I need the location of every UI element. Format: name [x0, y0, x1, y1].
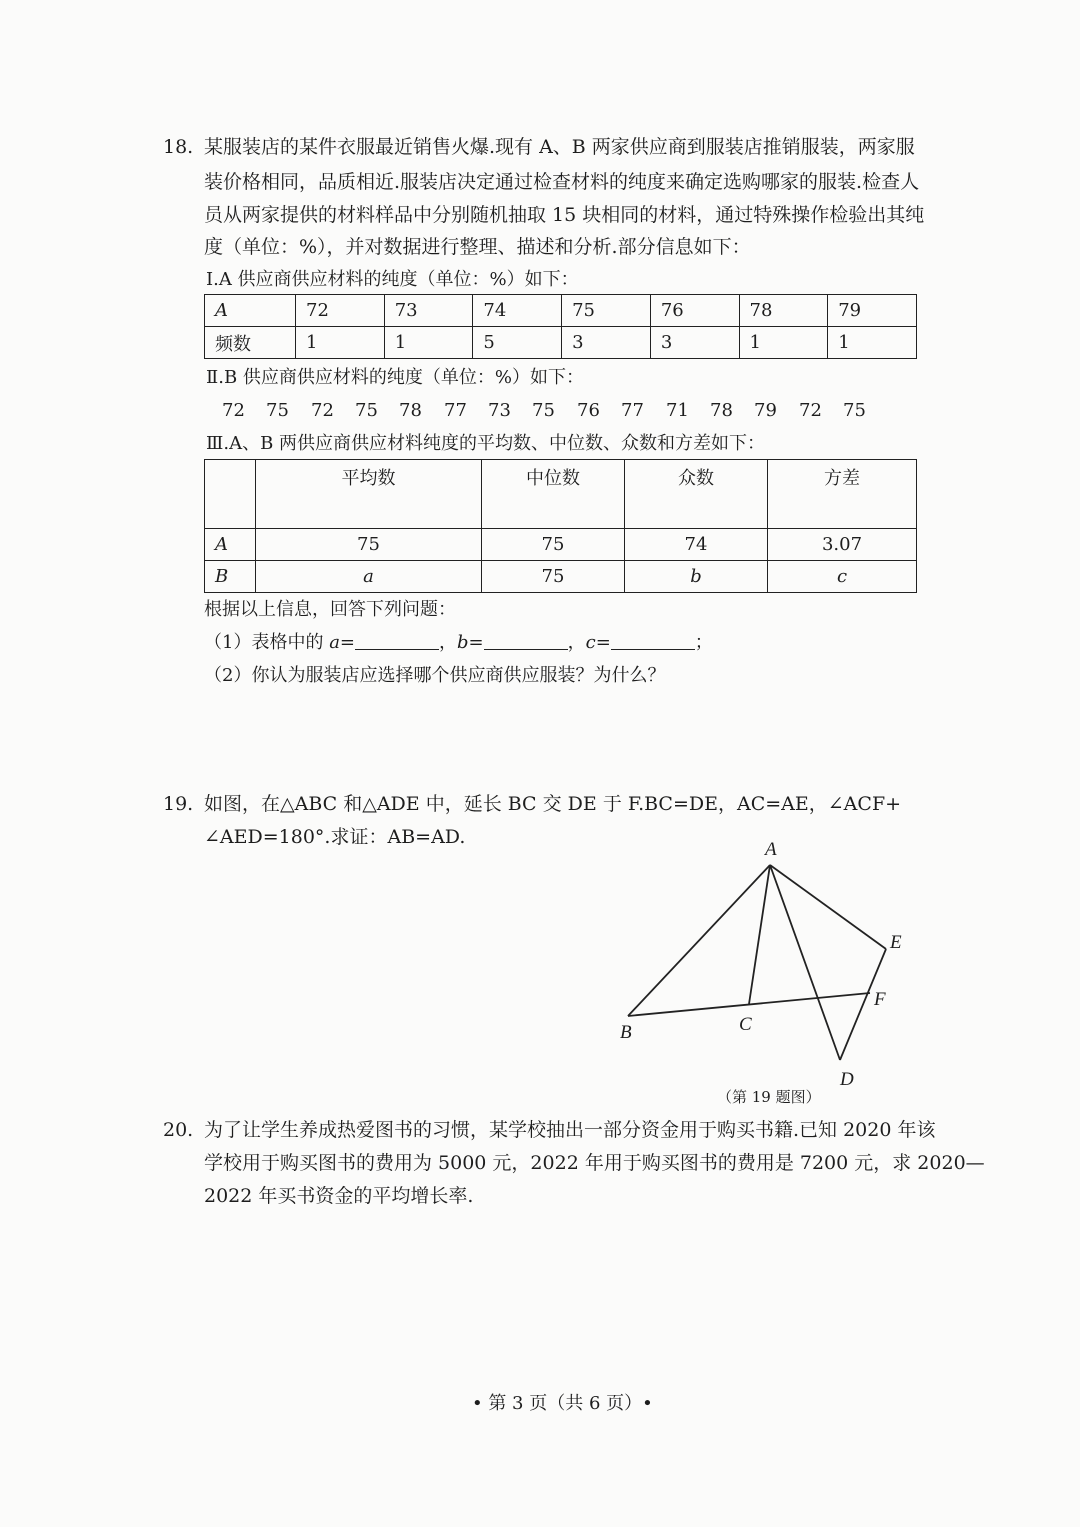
sub1-sep: ，	[567, 632, 586, 653]
b-value: 75	[532, 400, 555, 421]
q19-line-1: 如图，在△ABC 和△ADE 中，延长 BC 交 DE 于 F.BC=DE，AC=AE，∠ACF+	[204, 793, 902, 815]
sub1-a-label: a=	[329, 632, 356, 653]
table-row	[205, 561, 917, 593]
table-row	[205, 327, 917, 359]
b-value: 72	[799, 400, 822, 421]
q19-number: 19.	[163, 793, 194, 815]
table-cell: 1	[384, 327, 473, 359]
table-cell: A	[205, 529, 256, 561]
segment-bf	[628, 993, 870, 1016]
b-value: 77	[621, 400, 644, 421]
q20-line-1: 为了让学生养成热爱图书的习惯，某学校抽出一部分资金用于购买书籍.已知 2020 年该	[204, 1119, 936, 1141]
supplier-a-frequency-table	[204, 294, 917, 359]
b-value: 76	[577, 400, 600, 421]
table-header-cell: 中位数	[482, 460, 625, 529]
q18-line-3: 员从两家提供的材料样品中分别随机抽取 15 块相同的材料，通过特殊操作检验出其纯	[204, 204, 925, 226]
b-value: 78	[710, 400, 733, 421]
q18-sub2: （2）你认为服装店应选择哪个供应商供应服装？为什么？	[204, 665, 666, 686]
table-cell: 76	[650, 295, 739, 327]
q18-sub1	[204, 629, 713, 657]
segment-ad	[770, 865, 840, 1060]
table-cell: a	[256, 561, 482, 593]
table-cell: 1	[828, 327, 917, 359]
sub1-b-label: b=	[457, 632, 484, 653]
q18-prompt: 根据以上信息，回答下列问题：	[204, 599, 456, 620]
q20-number: 20.	[163, 1119, 194, 1141]
table-row	[205, 529, 917, 561]
table-cell: 1	[296, 327, 385, 359]
b-value: 77	[444, 400, 467, 421]
table-cell: 75	[256, 529, 482, 561]
q18-part1-title: Ⅰ.A 供应商供应材料的纯度（单位：%）如下：	[206, 269, 579, 290]
table-row	[205, 460, 917, 529]
segment-ab	[628, 865, 770, 1016]
segment-ac	[749, 865, 770, 1004]
table-cell: 79	[828, 295, 917, 327]
table-cell: B	[205, 561, 256, 593]
table-header-cell: 方差	[768, 460, 917, 529]
table-header-cell: 众数	[625, 460, 768, 529]
figure-caption: （第 19 题图）	[717, 1088, 821, 1106]
answer-blank-b[interactable]	[484, 631, 568, 650]
table-cell: 78	[739, 295, 828, 327]
b-value: 79	[754, 400, 777, 421]
b-value: 75	[355, 400, 378, 421]
b-value: 75	[843, 400, 866, 421]
table-cell: c	[768, 561, 917, 593]
point-label-c: C	[739, 1014, 752, 1035]
table-cell: 75	[482, 561, 625, 593]
answer-blank-c[interactable]	[611, 631, 695, 650]
b-value: 73	[488, 400, 511, 421]
table-cell: 72	[296, 295, 385, 327]
b-value: 72	[222, 400, 245, 421]
point-label-d: D	[840, 1069, 854, 1090]
q18-part2-title: Ⅱ.B 供应商供应材料的纯度（单位：%）如下：	[206, 367, 585, 388]
point-label-a: A	[765, 839, 777, 860]
sub1-end: ；	[694, 632, 713, 653]
sub1-sep: ，	[439, 632, 458, 653]
q18-line-4: 度（单位：%），并对数据进行整理、描述和分析.部分信息如下：	[204, 236, 751, 258]
segment-ae	[770, 865, 886, 949]
stats-table	[204, 459, 917, 593]
table-cell: 1	[739, 327, 828, 359]
sub1-c-label: c=	[585, 632, 611, 653]
table-cell: 5	[473, 327, 562, 359]
point-label-b: B	[620, 1022, 632, 1043]
table-header-cell	[205, 460, 256, 529]
q19-line-2: ∠AED=180°.求证：AB=AD.	[204, 826, 466, 848]
q20-line-3: 2022 年买书资金的平均增长率.	[204, 1185, 474, 1207]
q20-line-2: 学校用于购买图书的费用为 5000 元，2022 年用于购买图书的费用是 7200 元，求 2020—	[204, 1152, 985, 1174]
point-label-e: E	[890, 932, 902, 953]
sub1-prefix: （1）表格中的	[204, 632, 330, 653]
table-cell: 3	[650, 327, 739, 359]
b-value: 72	[311, 400, 334, 421]
table-cell: b	[625, 561, 768, 593]
b-value: 71	[666, 400, 689, 421]
table-cell: 75	[562, 295, 651, 327]
q18-line-1: 某服装店的某件衣服最近销售火爆.现有 A、B 两家供应商到服装店推销服装，两家服	[204, 136, 915, 158]
table-cell: 频数	[205, 327, 296, 359]
b-value: 78	[399, 400, 422, 421]
q18-line-2: 装价格相同，品质相近.服装店决定通过检查材料的纯度来确定选购哪家的服装.检查人	[204, 171, 920, 193]
geometry-figure	[600, 830, 930, 1110]
page-footer: • 第 3 页（共 6 页）•	[472, 1393, 653, 1414]
point-label-f: F	[874, 989, 886, 1010]
table-row	[205, 295, 917, 327]
table-cell: 73	[384, 295, 473, 327]
table-header-cell: 平均数	[256, 460, 482, 529]
answer-blank-a[interactable]	[355, 631, 439, 650]
q18-part3-title: Ⅲ.A、B 两供应商供应材料纯度的平均数、中位数、众数和方差如下：	[206, 433, 766, 454]
table-cell: 75	[482, 529, 625, 561]
table-cell: A	[205, 295, 296, 327]
table-cell: 3	[562, 327, 651, 359]
table-cell: 3.07	[768, 529, 917, 561]
table-cell: 74	[625, 529, 768, 561]
b-value: 75	[266, 400, 289, 421]
q18-number: 18.	[163, 136, 194, 158]
table-cell: 74	[473, 295, 562, 327]
